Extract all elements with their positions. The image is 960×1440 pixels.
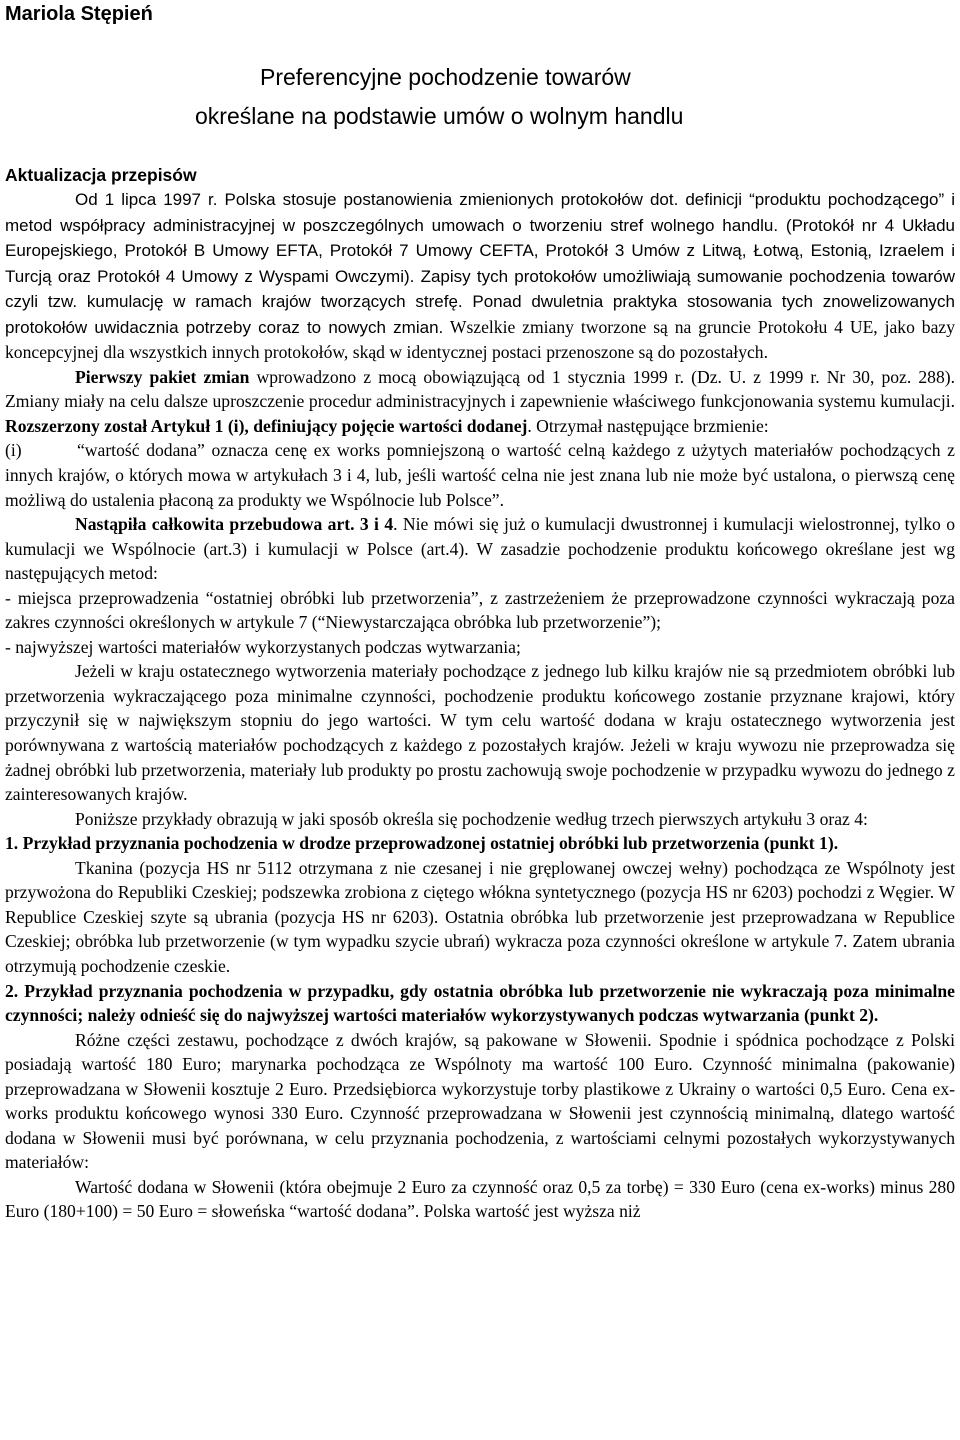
definition-text: “wartość dodana” oznacza cenę ex works pomniejszoną o wartość celną każdego z użytych materiałów pochodzących z innych krajów, o których mowa w artykułach 3 i 4, lub, jeśli wartość celna nie jest znana lub nie może być ustalona, o pierwszą cenę możliwą do ustalenia płaconą za produkty we Wspólnocie lub Polsce”. (5, 440, 955, 510)
intro-text-serif: Wszelkie zmiany tworzone są na gruncie Protokołu 4 UE, jako bazy koncepcyjnej dla wszystkich innych protokołów, skąd w identycznej postaci przenoszone są do pozostałych. (5, 316, 955, 363)
article-1-bold: Rozszerzony został Artykuł 1 (i), definiujący pojęcie wartości dodanej (5, 415, 528, 436)
example-2-heading: 2. Przykład przyznania pochodzenia w przypadku, gdy ostatnia obróbka lub przetworzenie nie wykraczają poza minimalne czynności; należy odnieść się do najwyższej wartości materiałów wykorzystywanych podczas wytwarzania (punkt 2). (5, 980, 955, 1026)
example-2-calculation: Wartość dodana w Słowenii (która obejmuje 2 Euro za czynność oraz 0,5 za torbę) = 330 Euro (cena ex-works) minus 280 Euro (180+100) = 50 Euro = słoweńska “wartość dodana”. Polska wartość jest wyższa niż (5, 1176, 955, 1222)
method-item-1: - miejsca przeprowadzenia “ostatniej obróbki lub przetworzenia”, z zastrzeżeniem że przeprowadzone czynności wykraczają poza zakres czynności określonych w artykule 7 (“Niewystarczająca obróbka lub przetworzenie”); (5, 587, 955, 633)
first-package-bold: Pierwszy pakiet zmian (75, 366, 250, 387)
method-item-2: - najwyższej wartości materiałów wykorzystanych podczas wytwarzania; (5, 636, 521, 657)
paragraph-first-package (5, 365, 955, 439)
articles-bold: Nastąpiła całkowita przebudowa art. 3 i 4 (75, 514, 394, 535)
title-line-2: określane na podstawie umów o wolnym handlu (195, 103, 684, 129)
document-title (5, 58, 955, 136)
document-page (5, 0, 955, 1224)
paragraph-definition (5, 438, 955, 512)
article-1-text: . Otrzymał następujące brzmienie: (527, 415, 769, 436)
paragraph-intro (5, 187, 955, 365)
paragraph-origin-rules: Jeżeli w kraju ostatecznego wytworzenia materiały pochodzące z jednego lub kilku krajów nie są przedmiotem obróbki lub przetworzenia wykraczającego poza minimalne czynności, pochodzenie produktu końcowego zostanie przyznane krajowi, który przyczynił się w największym stopniu do jego wartości. W tym celu wartość dodana w kraju ostatecznego wytworzenia jest porównywana z wartością materiałów pochodzących z każdego z pozostałych krajów. Jeżeli w kraju wywozu nie przeprowadza się żadnej obróbki lub przetworzenia, materiały lub produkty po prostu zachowują swoje pochodzenie w przypadku wywozu do jednego z zainteresowanych krajów. (5, 661, 955, 805)
example-1-heading: 1. Przykład przyznania pochodzenia w drodze przeprowadzonej ostatniej obróbki lub przetworzenia (punkt 1). (5, 833, 839, 854)
articles-text: . Nie mówi się już o kumulacji dwustronnej i kumulacji wielostronnej, tylko o kumulacji we Wspólnocie (art.3) i kumulacji w Polsce (art.4). W zasadzie pochodzenie produktu końcowego określane jest wg następujących metod: (5, 514, 955, 584)
paragraph-articles-3-4 (5, 512, 955, 586)
author-name: Mariola Stępień (5, 3, 153, 25)
title-line-1: Preferencyjne pochodzenie towarów (260, 64, 631, 90)
definition-label: (i) (5, 440, 22, 461)
section-heading: Aktualizacja przepisów (5, 165, 197, 185)
example-1-text: Tkanina (pozycja HS nr 5112 otrzymana z nie czesanej i nie gręplowanej owczej wełny) pochodząca ze Wspólnoty jest przywożona do Republiki Czeskiej; podszewka zrobiona z ciętego włókna syntetycznego (pozycja HS nr 6203) pochodzi z Węgier. W Republice Czeskiej szyte są ubrania (pozycja HS nr 6203). Ostatnia obróbka lub przetworzenie jest przeprowadzana w Republice Czeskiej; obróbka lub przetworzenie (w tym wypadku szycie ubrań) wykracza poza czynności określone w artykule 7. Zatem ubrania otrzymują pochodzenie czeskie. (5, 857, 955, 976)
intro-text-sans: Od 1 lipca 1997 r. Polska stosuje postanowienia zmienionych protokołów dot. definicji “produktu pochodzącego” i metod współpracy administracyjnej w poszczególnych umowach o tworzeniu stref wolnego handlu. (Protokół nr 4 Układu Europejskiego, Protokół B Umowy EFTA, Protokół 7 Umowy CEFTA, Protokół 3 Umów z Litwą, Łotwą, Estonią, Izraelem i Turcją oraz Protokół 4 Umowy z Wyspami Owczymi). Zapisy tych protokołów umożliwiają sumowanie pochodzenia towarów czyli tzw. kumulację w ramach krajów tworzących strefę. Ponad dwuletnia praktyka stosowania tych znowelizowanych protokołów uwidacznia potrzeby coraz to nowych zmian. (5, 190, 955, 337)
first-package-text: wprowadzono z mocą obowiązującą od 1 stycznia 1999 r. (Dz. U. z 1999 r. Nr 30, poz. 288). Zmiany miały na celu dalsze uproszczenie procedur administracyjnych i zapewnienie właściwego funkcjonowania systemu kumulacji. (5, 366, 955, 412)
paragraph-examples-intro: Poniższe przykłady obrazują w jaki sposób określa się pochodzenie według trzech pierwszych artykułu 3 oraz 4: (75, 808, 868, 829)
example-2-text: Różne części zestawu, pochodzące z dwóch krajów, są pakowane w Słowenii. Spodnie i spódnica pochodzące z Polski posiadają wartość 180 Euro; marynarka pochodząca ze Wspólnoty ma wartość 100 Euro. Czynność minimalna (pakowanie) przeprowadzana w Słowenii kosztuje 2 Euro. Przedsiębiorca wykorzystuje torby plastikowe z Ukrainy o wartości 0,5 Euro. Cena ex-works produktu końcowego wynosi 330 Euro. Czynność przeprowadzana w Słowenii jest czynnością minimalną, dlatego wartość dodana w Słowenii musi być porównana, w celu przyznania pochodzenia, z wartościami celnymi pozostałych wykorzystywanych materiałów: (5, 1029, 955, 1173)
